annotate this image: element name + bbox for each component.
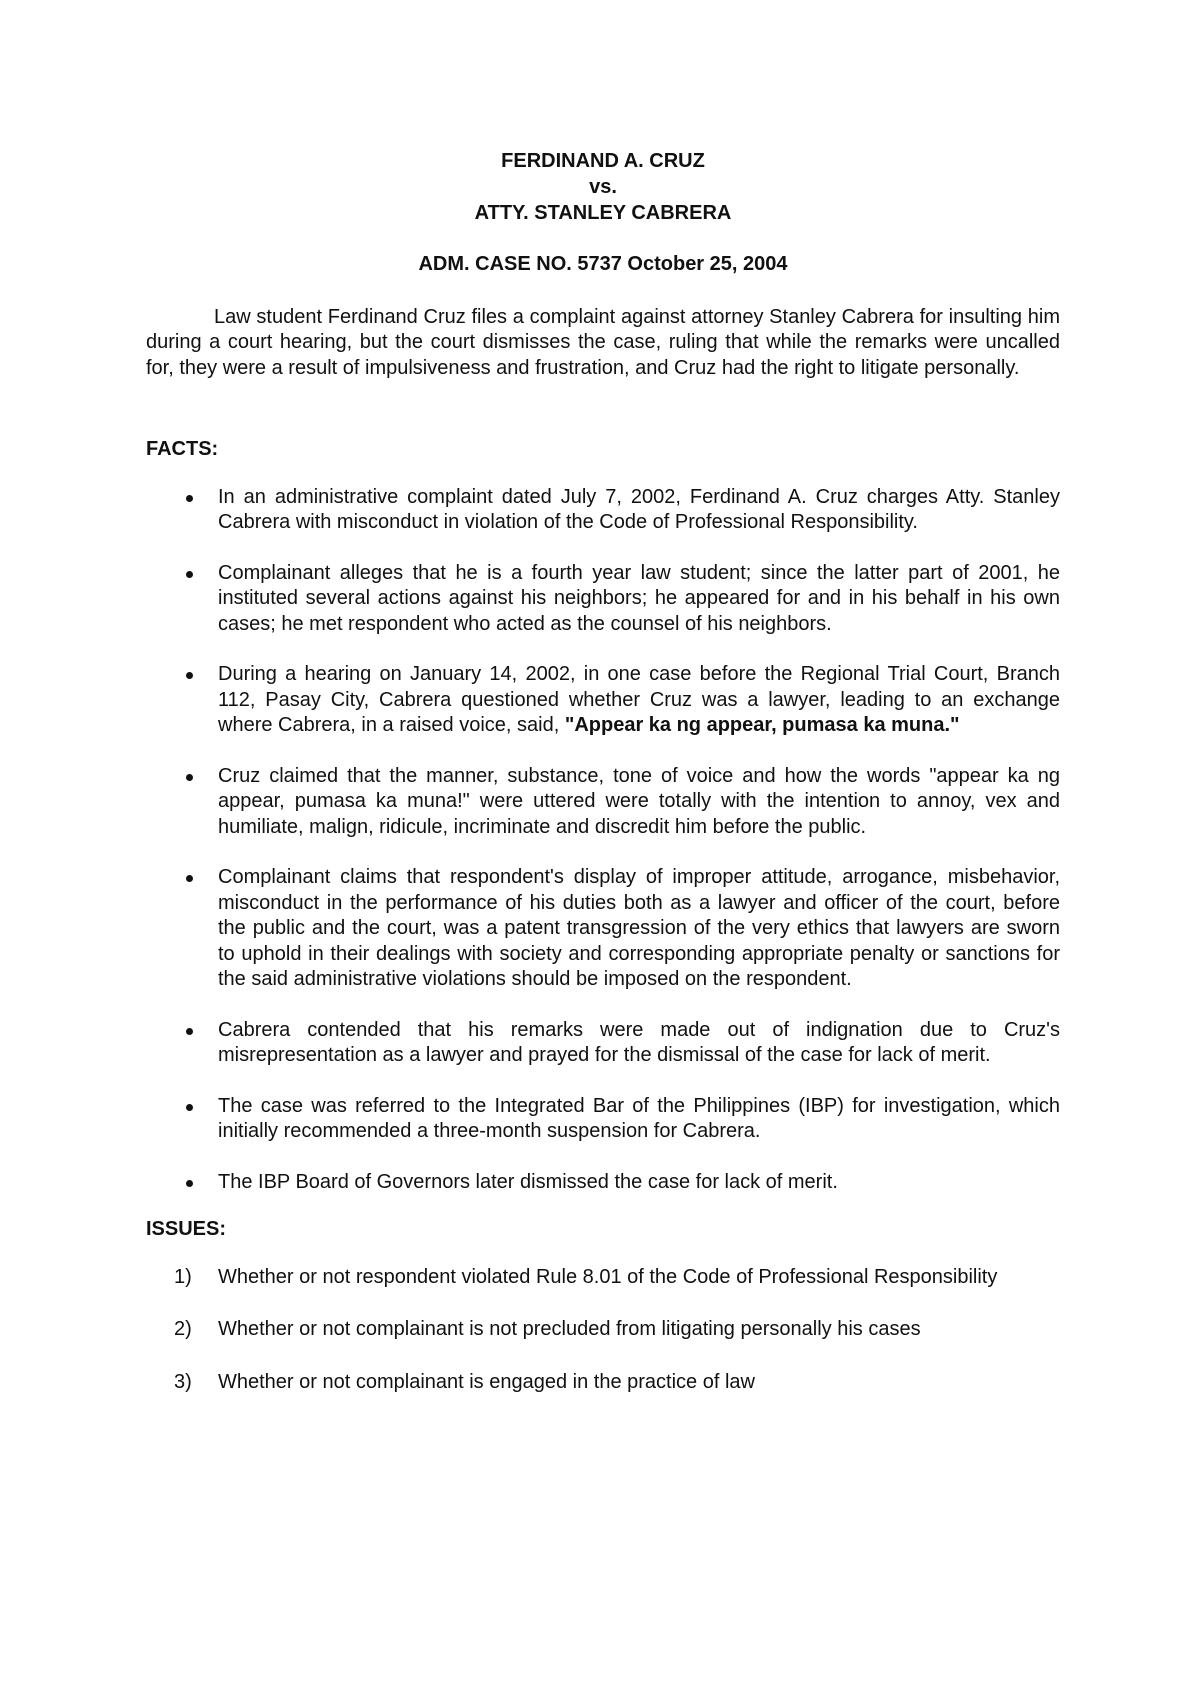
respondent-name: ATTY. STANLEY CABRERA — [474, 202, 732, 224]
document-body — [146, 148, 1060, 1395]
issue-text: Whether or not respondent violated Rule 8.01 of the Code of Professional Responsibility — [218, 1265, 998, 1288]
issues-list — [146, 1265, 1060, 1396]
fact-text: Cabrera contended that his remarks were made out of indignation due to Cruz's misrepresentation as a lawyer and prayed for the dismissal of the case for lack of merit. — [218, 1018, 1060, 1066]
case-number-date: ADM. CASE NO. 5737 October 25, 2004 — [418, 253, 788, 275]
bullet-icon — [186, 774, 193, 781]
bullet-icon — [186, 1028, 193, 1035]
fact-item — [146, 1094, 1060, 1145]
issue-number: 1) — [174, 1265, 192, 1288]
fact-item — [146, 764, 1060, 841]
fact-text: Cruz claimed that the manner, substance, tone of voice and how the words "appear ka ng appear, pumasa ka muna!" were uttered were totally with the intention to annoy, vex and humiliate, malign, ridicule, incriminate and discredit him before the public. — [218, 764, 1060, 838]
fact-text: During a hearing on January 14, 2002, in one case before the Regional Trial Court, Branch 112, Pasay City, Cabrera questioned whether Cruz was a lawyer, leading to an exchange where Cabrera, in a raised voice, said, — [218, 663, 1060, 736]
issue-item — [146, 1370, 1060, 1396]
bullet-icon — [186, 571, 193, 578]
facts-list — [146, 485, 1060, 1196]
issues-heading: ISSUES: — [146, 1218, 227, 1240]
issue-item — [146, 1317, 1060, 1343]
fact-text: The case was referred to the Integrated Bar of the Philippines (IBP) for investigation, which initially recommended a three-month suspension for Cabrera. — [218, 1094, 1060, 1142]
petitioner-name: FERDINAND A. CRUZ — [501, 150, 705, 172]
fact-item — [146, 561, 1060, 638]
issue-text: Whether or not complainant is engaged in the practice of law — [218, 1370, 755, 1393]
issue-number: 3) — [174, 1370, 192, 1393]
issue-text: Whether or not complainant is not precluded from litigating personally his cases — [218, 1318, 921, 1340]
fact-text: Complainant claims that respondent's display of improper attitude, arrogance, misbehavior, misconduct in the performance of his duties both as a lawyer and officer of the court, before the public and the court, was a patent transgression of the very ethics that lawyers are sworn to uphold in their dealings with society and corresponding appropriate penalty or sanctions for the said administrative violations should be imposed on the respondent. — [218, 866, 1060, 990]
fact-item — [146, 662, 1060, 739]
issue-number: 2) — [174, 1318, 192, 1340]
bullet-icon — [186, 1104, 193, 1111]
fact-item — [146, 485, 1060, 536]
bullet-icon — [186, 1180, 193, 1187]
issue-item — [146, 1265, 1060, 1291]
fact-item — [146, 1170, 1060, 1196]
case-summary: Law student Ferdinand Cruz files a complaint against attorney Stanley Cabrera for insulting him during a court hearing, but the court dismisses the case, ruling that while the remarks were uncalled for, they were a result of impulsiveness and frustration, and Cruz had the right to litigate personally. — [146, 305, 1060, 379]
bullet-icon — [186, 495, 193, 502]
versus-label: vs. — [589, 176, 617, 198]
facts-heading: FACTS: — [146, 438, 219, 460]
fact-text: Complainant alleges that he is a fourth year law student; since the latter part of 2001, he instituted several actions against his neighbors; he appeared for and in his behalf in his own cases; he met respondent who acted as the counsel of his neighbors. — [218, 561, 1060, 635]
fact-item — [146, 1018, 1060, 1069]
case-title — [146, 148, 1060, 226]
fact-text: In an administrative complaint dated July 7, 2002, Ferdinand A. Cruz charges Atty. Stanley Cabrera with misconduct in violation of the Code of Professional Responsibility. — [218, 485, 1060, 533]
bullet-icon — [186, 672, 193, 679]
bullet-icon — [186, 875, 193, 882]
fact-item — [146, 865, 1060, 993]
quoted-remark: "Appear ka ng appear, pumasa ka muna." — [564, 714, 960, 736]
fact-text: The IBP Board of Governors later dismissed the case for lack of merit. — [218, 1170, 838, 1193]
